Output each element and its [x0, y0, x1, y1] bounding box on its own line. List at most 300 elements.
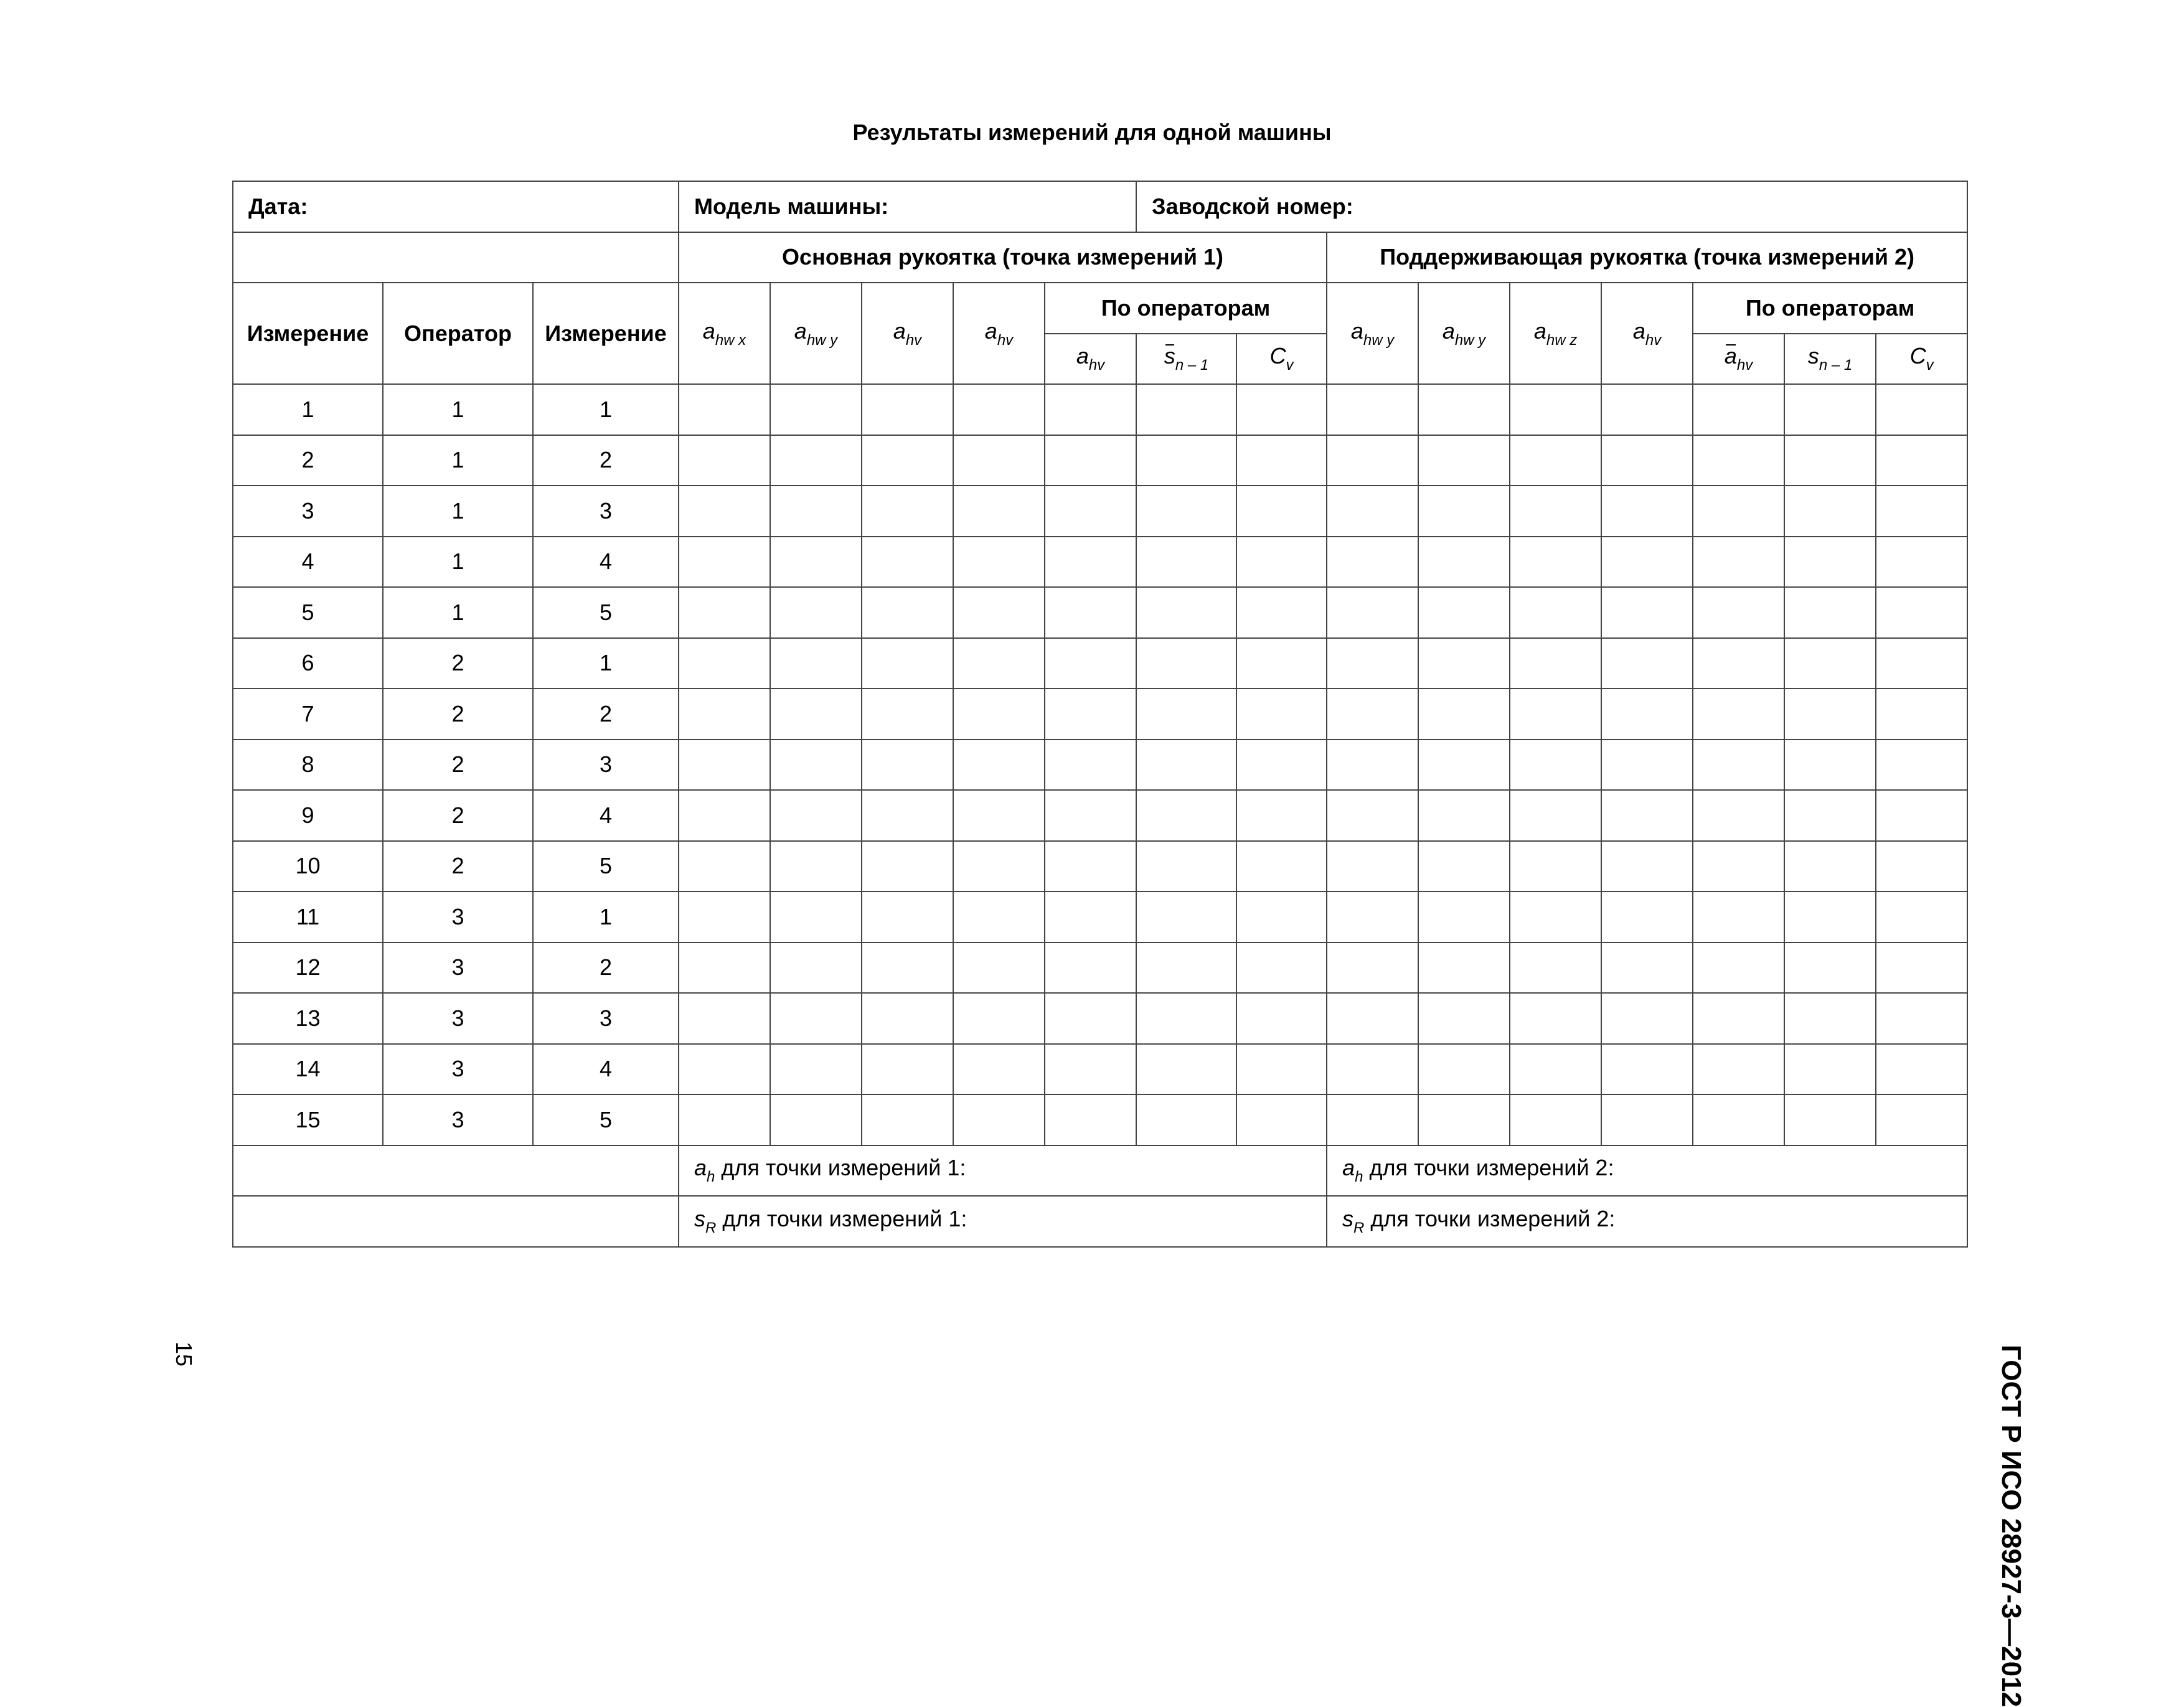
- footer-blank-cell: [233, 1196, 679, 1247]
- value-input-cell[interactable]: [1876, 1044, 1967, 1095]
- value-input-cell[interactable]: [1045, 689, 1136, 740]
- value-input-cell[interactable]: [679, 841, 770, 892]
- value-input-cell[interactable]: [1045, 891, 1136, 943]
- primary-handle-header: Основная рукоятка (точка измерений 1): [679, 232, 1327, 283]
- value-input-cell[interactable]: [1601, 689, 1693, 740]
- value-input-cell[interactable]: [862, 689, 953, 740]
- measurement-number-cell: 14: [233, 1044, 383, 1095]
- value-input-cell[interactable]: [1784, 537, 1876, 588]
- value-input-cell[interactable]: [1327, 638, 1418, 689]
- value-input-cell[interactable]: [1784, 790, 1876, 841]
- measurement-number-cell: 6: [233, 638, 383, 689]
- footer-blank-cell: [233, 1145, 679, 1197]
- col-ahwx-1-header: $a_{hw x}$: [679, 283, 770, 384]
- value-input-cell[interactable]: [770, 1044, 862, 1095]
- value-input-cell[interactable]: [862, 486, 953, 537]
- operator-measurement-cell: 3: [533, 993, 679, 1044]
- value-input-cell[interactable]: [1045, 384, 1136, 435]
- col-ahv-1b-header: $a_{hv}$: [953, 283, 1045, 384]
- operator-measurement-cell: 5: [533, 1094, 679, 1145]
- value-input-cell[interactable]: [1693, 587, 1784, 638]
- value-input-cell[interactable]: [1045, 790, 1136, 841]
- col-measurement-header: Измерение: [233, 283, 383, 384]
- value-input-cell[interactable]: [1418, 1094, 1510, 1145]
- operator-measurement-cell: 3: [533, 486, 679, 537]
- col-ahwz-2-header: $a_{hw z}$: [1510, 283, 1601, 384]
- value-input-cell[interactable]: [1136, 435, 1236, 486]
- value-input-cell[interactable]: [1327, 587, 1418, 638]
- table-header-row-info: [233, 181, 1967, 232]
- value-input-cell[interactable]: [953, 1044, 1045, 1095]
- operator-measurement-cell: 1: [533, 384, 679, 435]
- operator-measurement-cell: 5: [533, 587, 679, 638]
- value-input-cell[interactable]: [1510, 1094, 1601, 1145]
- value-input-cell[interactable]: [1136, 943, 1236, 994]
- value-input-cell[interactable]: [1327, 384, 1418, 435]
- value-input-cell[interactable]: [679, 587, 770, 638]
- table-row: [233, 993, 1967, 1044]
- table-row: [233, 384, 1967, 435]
- measurement-results-table: [232, 181, 1968, 1248]
- measurement-number-cell: 11: [233, 891, 383, 943]
- value-input-cell[interactable]: [1784, 435, 1876, 486]
- value-input-cell[interactable]: [1784, 891, 1876, 943]
- operator-cell: 2: [383, 689, 533, 740]
- operator-cell: 3: [383, 993, 533, 1044]
- value-input-cell[interactable]: [1693, 891, 1784, 943]
- value-input-cell[interactable]: [1876, 384, 1967, 435]
- col-ahwy-1-header: $a_{hw y}$: [770, 283, 862, 384]
- value-input-cell[interactable]: [953, 537, 1045, 588]
- col-sn1-2-header: $s_{n - 1}$: [1784, 334, 1876, 385]
- value-input-cell[interactable]: [953, 486, 1045, 537]
- value-input-cell[interactable]: [770, 587, 862, 638]
- value-input-cell[interactable]: [1045, 537, 1136, 588]
- value-input-cell[interactable]: [953, 790, 1045, 841]
- value-input-cell[interactable]: [1784, 943, 1876, 994]
- value-input-cell[interactable]: [1693, 841, 1784, 892]
- value-input-cell[interactable]: [1876, 943, 1967, 994]
- value-input-cell[interactable]: [1601, 943, 1693, 994]
- value-input-cell[interactable]: [1693, 1044, 1784, 1095]
- value-input-cell[interactable]: [1236, 384, 1327, 435]
- value-input-cell[interactable]: [1418, 1044, 1510, 1095]
- machine-model-label: Модель машины:: [679, 181, 1136, 232]
- value-input-cell[interactable]: [1510, 435, 1601, 486]
- value-input-cell[interactable]: [1601, 891, 1693, 943]
- value-input-cell[interactable]: [1876, 841, 1967, 892]
- value-input-cell[interactable]: [770, 689, 862, 740]
- value-input-cell[interactable]: [1136, 486, 1236, 537]
- operator-measurement-cell: 2: [533, 689, 679, 740]
- value-input-cell[interactable]: [770, 638, 862, 689]
- value-input-cell[interactable]: [1601, 790, 1693, 841]
- table-row: [233, 1094, 1967, 1145]
- table-row: [233, 790, 1967, 841]
- value-input-cell[interactable]: [1327, 435, 1418, 486]
- value-input-cell[interactable]: [1236, 486, 1327, 537]
- value-input-cell[interactable]: [1045, 740, 1136, 791]
- value-input-cell[interactable]: [770, 993, 862, 1044]
- value-input-cell[interactable]: [1418, 537, 1510, 588]
- value-input-cell[interactable]: [1236, 638, 1327, 689]
- value-input-cell[interactable]: [1136, 740, 1236, 791]
- value-input-cell[interactable]: [1693, 740, 1784, 791]
- value-input-cell[interactable]: [1045, 587, 1136, 638]
- value-input-cell[interactable]: [1601, 638, 1693, 689]
- operator-measurement-cell: 2: [533, 435, 679, 486]
- ah-point2-cell[interactable]: $a_h$ для точки измерений 2:: [1327, 1145, 1967, 1197]
- value-input-cell[interactable]: [1876, 638, 1967, 689]
- col-operator-header: Оператор: [383, 283, 533, 384]
- table-row: [233, 943, 1967, 994]
- table-row: [233, 740, 1967, 791]
- value-input-cell[interactable]: [679, 537, 770, 588]
- value-input-cell[interactable]: [1601, 1044, 1693, 1095]
- value-input-cell[interactable]: [1784, 740, 1876, 791]
- value-input-cell[interactable]: [1784, 993, 1876, 1044]
- measurement-number-cell: 13: [233, 993, 383, 1044]
- value-input-cell[interactable]: [862, 435, 953, 486]
- value-input-cell[interactable]: [1327, 993, 1418, 1044]
- col-cv-2-header: $C_v$: [1876, 334, 1967, 385]
- value-input-cell[interactable]: [1601, 841, 1693, 892]
- value-input-cell[interactable]: [1510, 537, 1601, 588]
- value-input-cell[interactable]: [1327, 891, 1418, 943]
- value-input-cell[interactable]: [770, 384, 862, 435]
- value-input-cell[interactable]: [1136, 1044, 1236, 1095]
- value-input-cell[interactable]: [1510, 740, 1601, 791]
- operator-measurement-cell: 4: [533, 790, 679, 841]
- value-input-cell[interactable]: [1693, 689, 1784, 740]
- value-input-cell[interactable]: [1876, 891, 1967, 943]
- value-input-cell[interactable]: [1693, 384, 1784, 435]
- value-input-cell[interactable]: [1418, 587, 1510, 638]
- value-input-cell[interactable]: [1236, 790, 1327, 841]
- value-input-cell[interactable]: [1693, 790, 1784, 841]
- measurement-rows: [233, 384, 1967, 1145]
- value-input-cell[interactable]: [1510, 638, 1601, 689]
- value-input-cell[interactable]: [862, 537, 953, 588]
- value-input-cell[interactable]: [1876, 689, 1967, 740]
- value-input-cell[interactable]: [1510, 486, 1601, 537]
- value-input-cell[interactable]: [1327, 740, 1418, 791]
- value-input-cell[interactable]: [1510, 587, 1601, 638]
- value-input-cell[interactable]: [1601, 537, 1693, 588]
- value-input-cell[interactable]: [1784, 486, 1876, 537]
- operator-measurement-cell: 5: [533, 841, 679, 892]
- value-input-cell[interactable]: [1510, 790, 1601, 841]
- value-input-cell[interactable]: [770, 943, 862, 994]
- operator-cell: 3: [383, 1044, 533, 1095]
- measurement-number-cell: 5: [233, 587, 383, 638]
- operator-measurement-cell: 3: [533, 740, 679, 791]
- value-input-cell[interactable]: [1876, 435, 1967, 486]
- operator-cell: 3: [383, 891, 533, 943]
- value-input-cell[interactable]: [1136, 790, 1236, 841]
- value-input-cell[interactable]: [1045, 943, 1136, 994]
- value-input-cell[interactable]: [862, 1094, 953, 1145]
- table-row: [233, 435, 1967, 486]
- value-input-cell[interactable]: [953, 891, 1045, 943]
- value-input-cell[interactable]: [1601, 486, 1693, 537]
- value-input-cell[interactable]: [1784, 841, 1876, 892]
- value-input-cell[interactable]: [1418, 891, 1510, 943]
- value-input-cell[interactable]: [1876, 790, 1967, 841]
- value-input-cell[interactable]: [1327, 943, 1418, 994]
- value-input-cell[interactable]: [1876, 740, 1967, 791]
- value-input-cell[interactable]: [1693, 435, 1784, 486]
- table-row: [233, 1044, 1967, 1095]
- value-input-cell[interactable]: [1693, 993, 1784, 1044]
- value-input-cell[interactable]: [1418, 435, 1510, 486]
- value-input-cell[interactable]: [1601, 1094, 1693, 1145]
- value-input-cell[interactable]: [770, 1094, 862, 1145]
- value-input-cell[interactable]: [1236, 993, 1327, 1044]
- value-input-cell[interactable]: [1045, 1044, 1136, 1095]
- value-input-cell[interactable]: [1418, 486, 1510, 537]
- measurement-number-cell: 12: [233, 943, 383, 994]
- value-input-cell[interactable]: [1136, 537, 1236, 588]
- value-input-cell[interactable]: [1784, 1044, 1876, 1095]
- value-input-cell[interactable]: [1136, 689, 1236, 740]
- sr-point2-cell[interactable]: $s_R$ для точки измерений 2:: [1327, 1196, 1967, 1247]
- value-input-cell[interactable]: [1136, 891, 1236, 943]
- operator-cell: 2: [383, 790, 533, 841]
- value-input-cell[interactable]: [679, 993, 770, 1044]
- value-input-cell[interactable]: [1418, 689, 1510, 740]
- page-number: 15: [171, 1342, 197, 1367]
- value-input-cell[interactable]: [1784, 1094, 1876, 1145]
- value-input-cell[interactable]: [1418, 790, 1510, 841]
- value-input-cell[interactable]: [1327, 841, 1418, 892]
- value-input-cell[interactable]: [1136, 587, 1236, 638]
- value-input-cell[interactable]: [1510, 891, 1601, 943]
- value-input-cell[interactable]: [1236, 891, 1327, 943]
- footer-row-ah: [233, 1145, 1967, 1197]
- document-title: Результаты измерений для одной машины: [852, 120, 1332, 145]
- value-input-cell[interactable]: [679, 384, 770, 435]
- col-ahv-mean-1-header: $a_{hv}$: [1045, 334, 1136, 385]
- value-input-cell[interactable]: [679, 638, 770, 689]
- value-input-cell[interactable]: [1601, 384, 1693, 435]
- value-input-cell[interactable]: [1418, 638, 1510, 689]
- value-input-cell[interactable]: [1327, 486, 1418, 537]
- table-row: [233, 841, 1967, 892]
- value-input-cell[interactable]: [1236, 1044, 1327, 1095]
- value-input-cell[interactable]: [953, 841, 1045, 892]
- value-input-cell[interactable]: [1136, 841, 1236, 892]
- value-input-cell[interactable]: [1236, 435, 1327, 486]
- value-input-cell[interactable]: [1510, 689, 1601, 740]
- value-input-cell[interactable]: [1236, 841, 1327, 892]
- value-input-cell[interactable]: [679, 943, 770, 994]
- value-input-cell[interactable]: [1601, 993, 1693, 1044]
- table-header-row-handles: [233, 232, 1967, 283]
- value-input-cell[interactable]: [1510, 841, 1601, 892]
- measurement-number-cell: 1: [233, 384, 383, 435]
- value-input-cell[interactable]: [862, 740, 953, 791]
- value-input-cell[interactable]: [1418, 993, 1510, 1044]
- value-input-cell[interactable]: [953, 689, 1045, 740]
- operator-cell: 2: [383, 841, 533, 892]
- col-ahwy-2a-header: $a_{hw y}$: [1327, 283, 1418, 384]
- operator-measurement-cell: 4: [533, 537, 679, 588]
- table-row: [233, 891, 1967, 943]
- value-input-cell[interactable]: [1784, 384, 1876, 435]
- value-input-cell[interactable]: [1136, 638, 1236, 689]
- value-input-cell[interactable]: [862, 790, 953, 841]
- measurement-number-cell: 8: [233, 740, 383, 791]
- table-row: [233, 587, 1967, 638]
- operator-cell: 1: [383, 435, 533, 486]
- col-ahwy-2b-header: $a_{hw y}$: [1418, 283, 1510, 384]
- col-measurement2-header: Измерение: [533, 283, 679, 384]
- value-input-cell[interactable]: [679, 435, 770, 486]
- value-input-cell[interactable]: [1045, 841, 1136, 892]
- support-handle-header: Поддерживающая рукоятка (точка измерений 2): [1327, 232, 1967, 283]
- measurement-number-cell: 7: [233, 689, 383, 740]
- value-input-cell[interactable]: [1693, 638, 1784, 689]
- col-sn1-1-header: $s_{n - 1}$: [1136, 334, 1236, 385]
- measurement-number-cell: 9: [233, 790, 383, 841]
- value-input-cell[interactable]: [1045, 435, 1136, 486]
- value-input-cell[interactable]: [953, 943, 1045, 994]
- operator-measurement-cell: 1: [533, 638, 679, 689]
- value-input-cell[interactable]: [862, 943, 953, 994]
- value-input-cell[interactable]: [1236, 1094, 1327, 1145]
- value-input-cell[interactable]: [1693, 486, 1784, 537]
- value-input-cell[interactable]: [679, 689, 770, 740]
- value-input-cell[interactable]: [862, 1044, 953, 1095]
- value-input-cell[interactable]: [1136, 384, 1236, 435]
- operator-cell: 1: [383, 537, 533, 588]
- value-input-cell[interactable]: [1876, 993, 1967, 1044]
- value-input-cell[interactable]: [1136, 1094, 1236, 1145]
- operator-cell: 1: [383, 486, 533, 537]
- value-input-cell[interactable]: [953, 384, 1045, 435]
- value-input-cell[interactable]: [1876, 1094, 1967, 1145]
- value-input-cell[interactable]: [679, 891, 770, 943]
- value-input-cell[interactable]: [1418, 384, 1510, 435]
- operator-cell: 1: [383, 384, 533, 435]
- value-input-cell[interactable]: [1327, 537, 1418, 588]
- sr-point1-cell[interactable]: $s_R$ для точки измерений 1:: [679, 1196, 1327, 1247]
- date-label: Дата:: [233, 181, 679, 232]
- value-input-cell[interactable]: [1236, 537, 1327, 588]
- value-input-cell[interactable]: [1876, 537, 1967, 588]
- value-input-cell[interactable]: [770, 486, 862, 537]
- value-input-cell[interactable]: [1693, 537, 1784, 588]
- value-input-cell[interactable]: [679, 1044, 770, 1095]
- ah-point1-cell[interactable]: $a_h$ для точки измерений 1:: [679, 1145, 1327, 1197]
- value-input-cell[interactable]: [1236, 689, 1327, 740]
- value-input-cell[interactable]: [679, 486, 770, 537]
- value-input-cell[interactable]: [953, 740, 1045, 791]
- value-input-cell[interactable]: [1327, 689, 1418, 740]
- value-input-cell[interactable]: [770, 740, 862, 791]
- value-input-cell[interactable]: [1784, 689, 1876, 740]
- value-input-cell[interactable]: [1327, 790, 1418, 841]
- value-input-cell[interactable]: [862, 891, 953, 943]
- value-input-cell[interactable]: [679, 790, 770, 841]
- value-input-cell[interactable]: [1876, 587, 1967, 638]
- value-input-cell[interactable]: [862, 384, 953, 435]
- measurement-number-cell: 4: [233, 537, 383, 588]
- value-input-cell[interactable]: [862, 841, 953, 892]
- value-input-cell[interactable]: [1418, 943, 1510, 994]
- value-input-cell[interactable]: [1876, 486, 1967, 537]
- value-input-cell[interactable]: [1601, 740, 1693, 791]
- value-input-cell[interactable]: [862, 993, 953, 1044]
- col-ahv-mean-2-header: $a_{hv}$: [1693, 334, 1784, 385]
- value-input-cell[interactable]: [1784, 587, 1876, 638]
- value-input-cell[interactable]: [1510, 993, 1601, 1044]
- measurement-number-cell: 2: [233, 435, 383, 486]
- value-input-cell[interactable]: [1510, 1044, 1601, 1095]
- value-input-cell[interactable]: [862, 587, 953, 638]
- value-input-cell[interactable]: [1045, 1094, 1136, 1145]
- value-input-cell[interactable]: [953, 638, 1045, 689]
- value-input-cell[interactable]: [1327, 1094, 1418, 1145]
- measurement-number-cell: 3: [233, 486, 383, 537]
- operator-measurement-cell: 4: [533, 1044, 679, 1095]
- col-ahv-2-header: $a_{hv}$: [1601, 283, 1693, 384]
- value-input-cell[interactable]: [1510, 384, 1601, 435]
- value-input-cell[interactable]: [1327, 1044, 1418, 1095]
- col-ahv-1a-header: $a_{hv}$: [862, 283, 953, 384]
- operator-cell: 2: [383, 638, 533, 689]
- value-input-cell[interactable]: [770, 891, 862, 943]
- table-row: [233, 537, 1967, 588]
- value-input-cell[interactable]: [1601, 435, 1693, 486]
- value-input-cell[interactable]: [1784, 638, 1876, 689]
- value-input-cell[interactable]: [1693, 943, 1784, 994]
- value-input-cell[interactable]: [1236, 587, 1327, 638]
- value-input-cell[interactable]: [770, 537, 862, 588]
- value-input-cell[interactable]: [953, 993, 1045, 1044]
- value-input-cell[interactable]: [679, 740, 770, 791]
- value-input-cell[interactable]: [1045, 993, 1136, 1044]
- value-input-cell[interactable]: [770, 841, 862, 892]
- value-input-cell[interactable]: [679, 1094, 770, 1145]
- value-input-cell[interactable]: [1045, 638, 1136, 689]
- measurement-number-cell: 10: [233, 841, 383, 892]
- table-row: [233, 486, 1967, 537]
- value-input-cell[interactable]: [953, 587, 1045, 638]
- value-input-cell[interactable]: [862, 638, 953, 689]
- value-input-cell[interactable]: [770, 435, 862, 486]
- value-input-cell[interactable]: [770, 790, 862, 841]
- value-input-cell[interactable]: [953, 435, 1045, 486]
- value-input-cell[interactable]: [1693, 1094, 1784, 1145]
- document-code: ГОСТ Р ИСО 28927-3—2012: [1996, 1345, 2026, 1707]
- value-input-cell[interactable]: [953, 1094, 1045, 1145]
- operator-measurement-cell: 1: [533, 891, 679, 943]
- value-input-cell[interactable]: [1418, 841, 1510, 892]
- value-input-cell[interactable]: [1136, 993, 1236, 1044]
- operator-measurement-cell: 2: [533, 943, 679, 994]
- operator-cell: 2: [383, 740, 533, 791]
- value-input-cell[interactable]: [1236, 943, 1327, 994]
- value-input-cell[interactable]: [1601, 587, 1693, 638]
- table-row: [233, 638, 1967, 689]
- value-input-cell[interactable]: [1418, 740, 1510, 791]
- value-input-cell[interactable]: [1236, 740, 1327, 791]
- value-input-cell[interactable]: [1045, 486, 1136, 537]
- operator-cell: 1: [383, 587, 533, 638]
- value-input-cell[interactable]: [1510, 943, 1601, 994]
